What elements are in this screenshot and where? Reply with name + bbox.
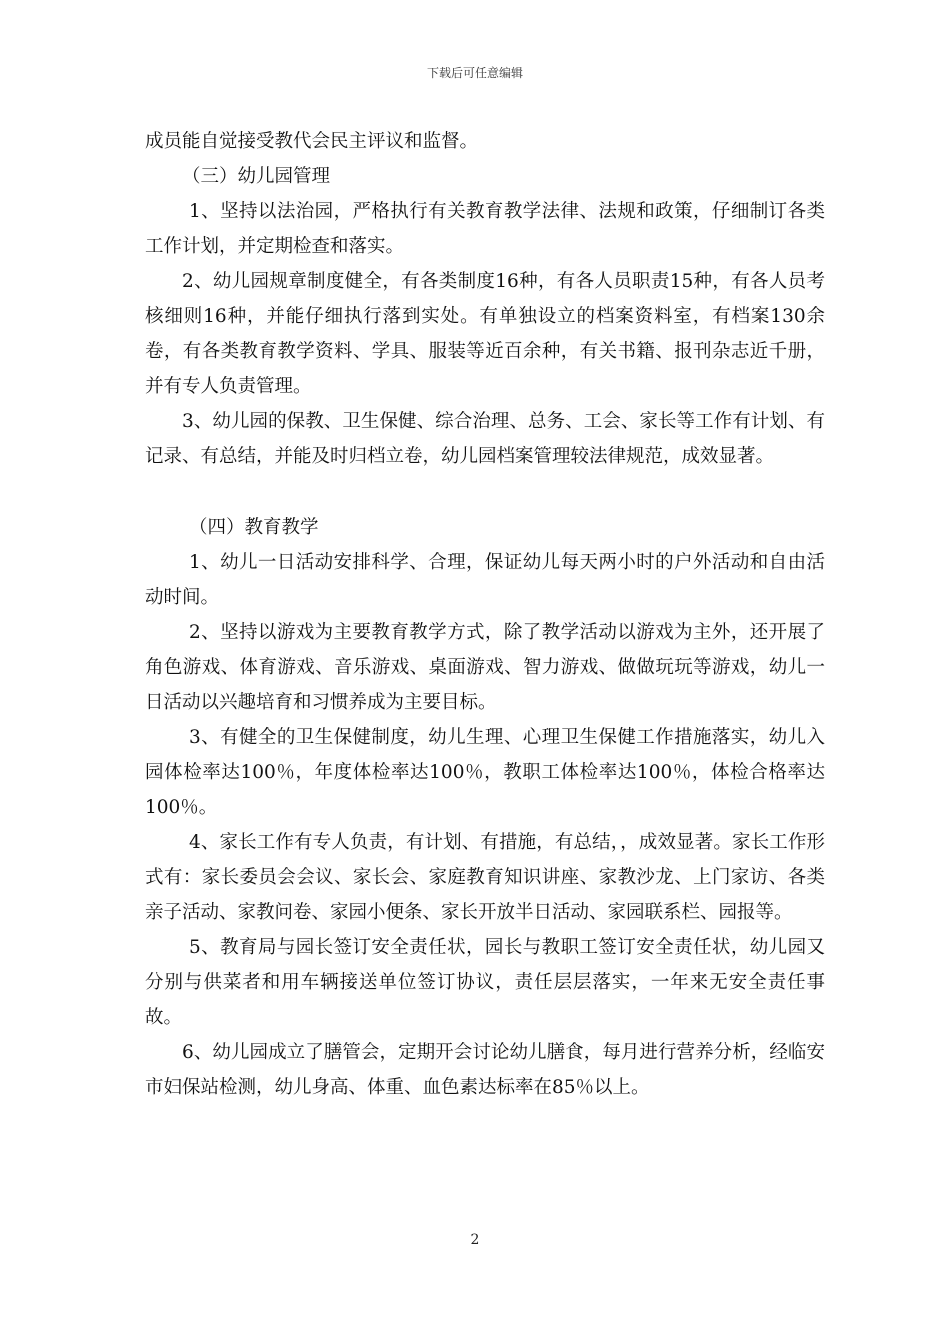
paragraph-spacer <box>145 474 825 510</box>
paragraph: 5、教育局与园长签订安全责任状，园长与教职工签订安全责任状，幼儿园又分别与供菜者和用车辆接送单位签订协议，责任层层落实，一年来无安全责任事故。 <box>145 937 825 1028</box>
paragraph: 3、有健全的卫生保健制度，幼儿生理、心理卫生保健工作措施落实，幼儿入园体检率达100％，年度体检率达100％，教职工体检率达100％，体检合格率达100％。 <box>145 727 825 818</box>
paragraph: 2、坚持以游戏为主要教育教学方式，除了教学活动以游戏为主外，还开展了角色游戏、体育游戏、音乐游戏、桌面游戏、智力游戏、做做玩玩等游戏，幼儿一日活动以兴趣培育和习惯养成为主要目标。 <box>145 622 825 713</box>
paragraph: 2、幼儿园规章制度健全，有各类制度16种，有各人员职责15种，有各人员考核细则16种，并能仔细执行落到实处。有单独设立的档案资料室，有档案130余卷，有各类教育教学资料、学具、服装等近百余种，有关书籍、报刊杂志近千册，并有专人负责管理。 <box>145 271 825 397</box>
page-header: 下载后可任意编辑 <box>426 66 523 80</box>
section-heading: （四）教育教学 <box>189 517 319 538</box>
document-body <box>145 124 825 1105</box>
paragraph: 4、家长工作有专人负责，有计划、有措施，有总结，，成效显著。家长工作形式有：家长委员会会议、家长会、家庭教育知识讲座、家教沙龙、上门家访、各类亲子活动、家教问卷、家园小便条、家长开放半日活动、家园联系栏、园报等。 <box>145 832 825 923</box>
paragraph: 成员能自觉接受教代会民主评议和监督。 <box>145 131 479 152</box>
paragraph: 3、幼儿园的保教、卫生保健、综合治理、总务、工会、家长等工作有计划、有记录、有总结，并能及时归档立卷，幼儿园档案管理较法律规范，成效显著。 <box>145 411 825 467</box>
page-number: 2 <box>470 1232 480 1248</box>
section-heading: （三）幼儿园管理 <box>182 166 331 187</box>
paragraph: 6、幼儿园成立了膳管会，定期开会讨论幼儿膳食，每月进行营养分析，经临安市妇保站检测，幼儿身高、体重、血色素达标率在85％以上。 <box>145 1042 825 1098</box>
paragraph: 1、坚持以法治园，严格执行有关教育教学法律、法规和政策，仔细制订各类工作计划，并定期检查和落实。 <box>145 201 825 257</box>
paragraph: 1、幼儿一日活动安排科学、合理，保证幼儿每天两小时的户外活动和自由活动时间。 <box>145 552 825 608</box>
